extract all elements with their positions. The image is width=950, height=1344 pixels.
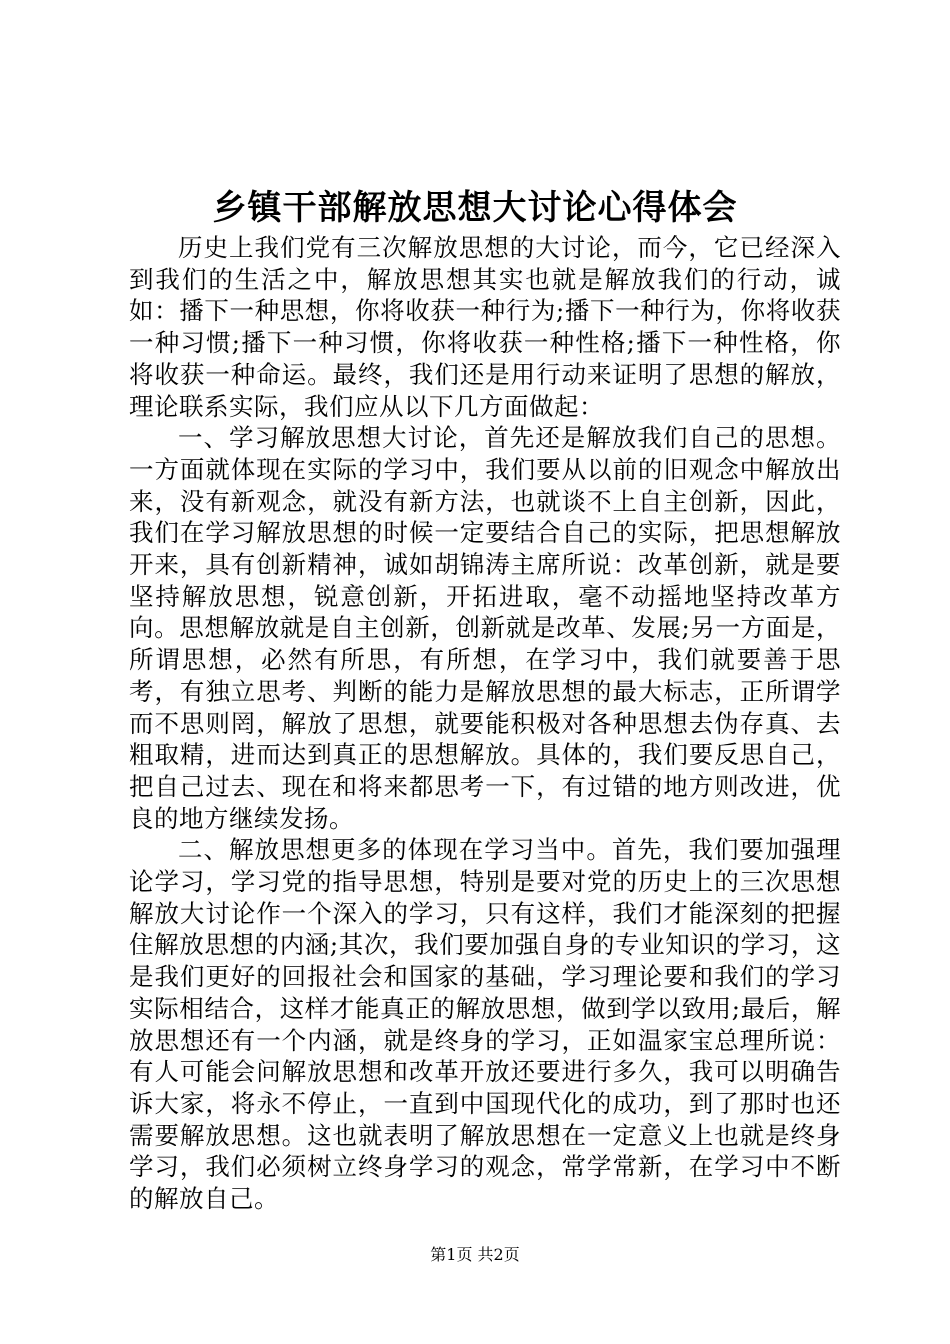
- document-body: [129, 232, 841, 1215]
- page-number-footer: 第1页 共2页: [430, 1245, 520, 1264]
- paragraph-section-one: 一、学习解放思想大讨论，首先还是解放我们自己的思想。一方面就体现在实际的学习中，我们要从以前的旧观念中解放出来，没有新观念，就没有新方法，也就谈不上自主创新，因此，我们在学习解放思想的时候一定要结合自己的实际，把思想解放开来，具有创新精神，诚如胡锦涛主席所说：改革创新，就是要坚持解放思想，锐意创新，开拓进取，毫不动摇地坚持改革方向。思想解放就是自主创新，创新就是改革、发展;另一方面是，所谓思想，必然有所思，有所想，在学习中，我们就要善于思考，有独立思考、判断的能力是解放思想的最大标志，正所谓学而不思则罔，解放了思想，就要能积极对各种思想去伪存真、去粗取精，进而达到真正的思想解放。具体的，我们要反思自己，把自己过去、现在和将来都思考一下，有过错的地方则改进，优良的地方继续发扬。: [129, 423, 841, 833]
- paragraph-intro: 历史上我们党有三次解放思想的大讨论，而今，它已经深入到我们的生活之中，解放思想其实也就是解放我们的行动，诚如：播下一种思想，你将收获一种行为;播下一种行为，你将收获一种习惯;播下一种习惯，你将收获一种性格;播下一种性格，你将收获一种命运。最终，我们还是用行动来证明了思想的解放，理论联系实际，我们应从以下几方面做起：: [129, 233, 841, 421]
- document-title: 乡镇干部解放思想大讨论心得体会: [212, 188, 738, 228]
- paragraph-section-two: 二、解放思想更多的体现在学习当中。首先，我们要加强理论学习，学习党的指导思想，特别是要对党的历史上的三次思想解放大讨论作一个深入的学习，只有这样，我们才能深刻的把握住解放思想的内涵;其次，我们要加强自身的专业知识的学习，这是我们更好的回报社会和国家的基础，学习理论要和我们的学习实际相结合，这样才能真正的解放思想，做到学以致用;最后，解放思想还有一个内涵，就是终身的学习，正如温家宝总理所说：有人可能会问解放思想和改革开放还要进行多久，我可以明确告诉大家，将永不停止，一直到中国现代化的成功，到了那时也还需要解放思想。这也就表明了解放思想在一定意义上也就是终身学习，我们必须树立终身学习的观念，常学常新，在学习中不断的解放自己。: [129, 835, 841, 1214]
